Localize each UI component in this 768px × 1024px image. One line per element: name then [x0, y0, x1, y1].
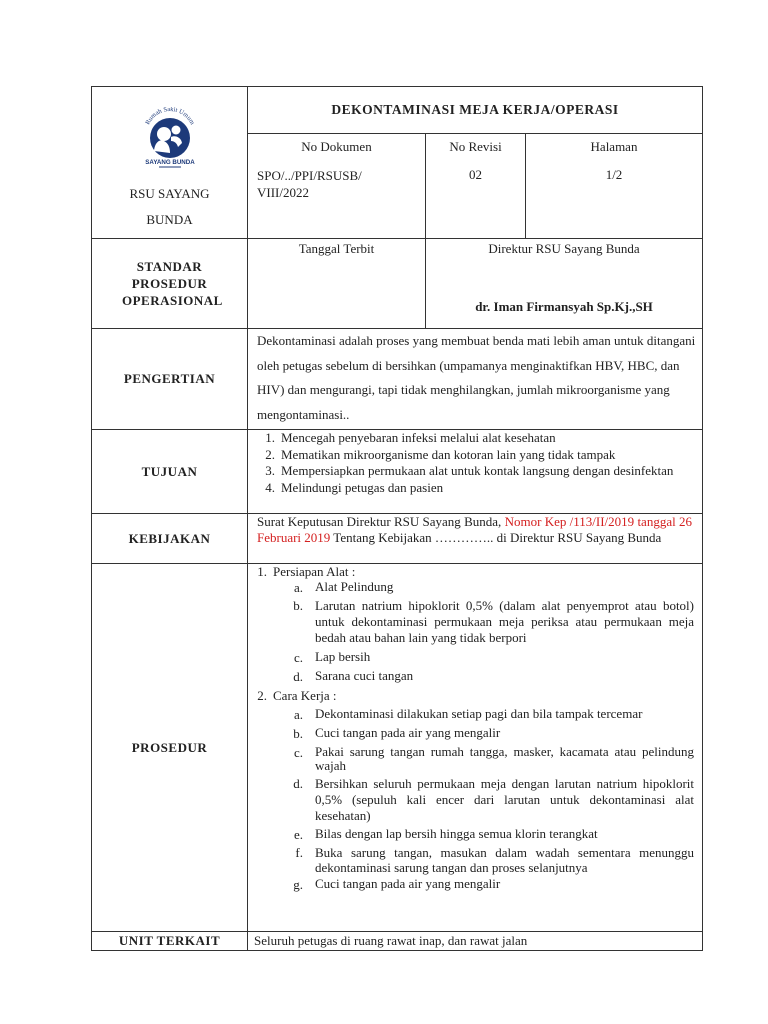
prosedur-item: d. Bersihkan seluruh permukaan meja dengan larutan natrium hipoklorit 0,5% (sepuluh kali encer dari larutan untuk dekontaminasi alat kesehatan): [293, 776, 694, 823]
pengertian-text: Dekontaminasi adalah proses yang membuat benda mati lebih aman untuk ditangani oleh petugas sebelum di bersihkan (umpamanya menginaktifkan HBV, HBC, dan HIV) dan mengurangi, tapi tidak menghilangkan, jumlah mikroorganisme yang mengontaminasi..: [248, 329, 703, 430]
logo-bottom-text: SAYANG BUNDA: [144, 159, 195, 166]
tujuan-list: [248, 430, 703, 514]
prosedur-item: d. Sarana cuci tangan: [293, 668, 414, 684]
prosedur-item: b. Larutan natrium hipoklorit 0,5% (dalam alat penyemprot atau botol) untuk dekontaminasi permukaan meja periksa atau permukaan meja bedah atau bahan lain yang tidak berpori: [293, 598, 694, 645]
kebijakan-text-after: Tentang Kebijakan ………….. di Direktur RSU Sayang Bunda: [330, 530, 662, 545]
prosedur-step-title: 2. Cara Kerja :: [257, 688, 337, 703]
spo-label: STANDAR PROSEDUR OPERASIONAL: [122, 259, 223, 308]
prosedur-item: c. Lap bersih: [293, 649, 371, 665]
logo-top-text: Rumah Sakit Umum: [143, 107, 196, 126]
prosedur-content: [248, 564, 703, 932]
tujuan-label: TUJUAN: [92, 430, 248, 514]
halaman-cell: [526, 134, 703, 239]
hospital-logo-icon: [137, 107, 203, 171]
prosedur-label: PROSEDUR: [92, 564, 248, 932]
hospital-name: [129, 181, 209, 233]
direktur-cell: [426, 239, 703, 329]
no-revisi-cell: [426, 134, 526, 239]
prosedur-item: a. Alat Pelindung: [293, 579, 394, 595]
prosedur-item: b. Cuci tangan pada air yang mengalir: [293, 725, 501, 741]
document-title: DEKONTAMINASI MEJA KERJA/OPERASI: [248, 87, 703, 134]
direktur-label: Direktur RSU Sayang Bunda: [488, 241, 640, 256]
unit-terkait-label: UNIT TERKAIT: [92, 932, 248, 951]
tujuan-item: 3. Mempersiapkan permukaan alat untuk kontak langsung dengan desinfektan: [265, 463, 674, 478]
hospital-name-line1: RSU SAYANG: [129, 186, 210, 201]
kebijakan-label: KEBIJAKAN: [92, 514, 248, 564]
prosedur-step-title: 1. Persiapan Alat :: [257, 564, 356, 579]
pengertian-label: PENGERTIAN: [92, 329, 248, 430]
kebijakan-text: [248, 514, 703, 564]
kebijakan-text-before: Surat Keputusan Direktur RSU Sayang Bunda,: [257, 514, 505, 529]
tujuan-item: 4. Melindungi petugas dan pasien: [265, 479, 444, 495]
no-dokumen-cell: [248, 134, 426, 239]
no-revisi-label: No Revisi: [449, 139, 502, 154]
tujuan-item: 2. Mematikan mikroorganisme dan kotoran lain yang tidak tampak: [265, 446, 616, 462]
tanggal-terbit-cell: [248, 239, 426, 329]
no-dokumen-label: No Dokumen: [301, 139, 372, 154]
prosedur-item: a. Dekontaminasi dilakukan setiap pagi dan bila tampak tercemar: [293, 706, 643, 722]
spo-table: [91, 86, 703, 951]
hospital-identity-cell: [92, 87, 248, 239]
unit-terkait-text: Seluruh petugas di ruang rawat inap, dan rawat jalan: [248, 932, 703, 951]
prosedur-item: c. Pakai sarung tangan rumah tangga, masker, kacamata atau pelindung wajah: [293, 744, 694, 773]
no-dokumen-value: SPO/../PPI/RSUSB/VIII/2022: [257, 168, 362, 200]
hospital-name-line2: BUNDA: [146, 212, 193, 227]
direktur-name: dr. Iman Firmansyah Sp.Kj.,SH: [475, 299, 653, 314]
halaman-label: Halaman: [590, 139, 638, 154]
kebijakan-nomor-kep: Nomor Kep /113/II/2019 tanggal 26 Februari 2019: [257, 514, 692, 545]
prosedur-item: f. Buka sarung tangan, masukan dalam wadah sementara menunggu dekontaminasi sarung tangan dan proses selanjutnya: [295, 845, 694, 875]
prosedur-item: e. Bilas dengan lap bersih hingga semua klorin terangkat: [293, 826, 598, 842]
tanggal-terbit-label: Tanggal Terbit: [298, 241, 375, 256]
spo-label-cell: [92, 239, 248, 329]
no-revisi-value: 02: [469, 167, 482, 182]
prosedur-item: g. Cuci tangan pada air yang mengalir: [293, 876, 501, 892]
tujuan-item: 1. Mencegah penyebaran infeksi melalui alat kesehatan: [265, 430, 556, 445]
halaman-value: 1/2: [605, 167, 623, 182]
